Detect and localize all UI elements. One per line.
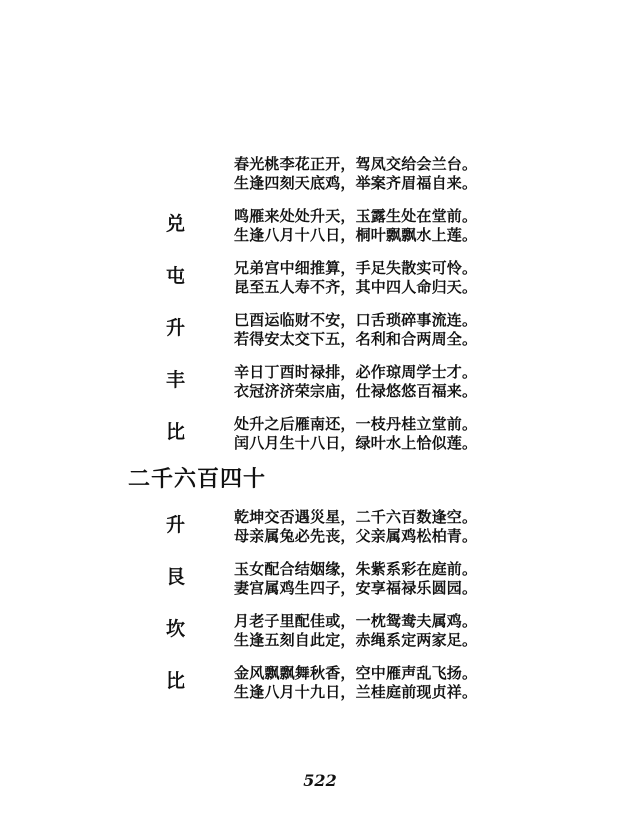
verse-line: 玉女配合结姻缘，朱紫系彩在庭前。 [234,560,478,578]
verse-line: 生逢八月十九日，兰桂庭前现贞祥。 [234,683,478,701]
verse-line: 辛日丁酉时禄排，必作琼周学士才。 [234,363,478,381]
verse-line: 昆至五人寿不齐，其中四人命归天。 [234,278,478,296]
verse-line: 处升之后雁南还，一枝丹桂立堂前。 [234,415,478,433]
verse-line: 妻宫属鸡生四子，安享福禄乐圆园。 [234,579,478,597]
hexagram-label: 升 [166,317,186,339]
verse-line: 生逢五刻自此定，赤绳系定两家足。 [234,631,478,649]
section-heading: 二千六百四十 [128,466,267,492]
verse-line: 母亲属兔必先丧，父亲属鸡松柏青。 [234,527,478,545]
verse-line: 闰八月生十八日，绿叶水上恰似莲。 [234,434,478,452]
hexagram-label: 屯 [166,265,186,287]
verse-line: 衣冠济济荣宗庙，仕禄悠悠百福来。 [234,382,478,400]
hexagram-label: 升 [166,514,186,536]
verse-line: 生逢四刻天底鸡，举案齐眉福自来。 [234,174,478,192]
verse-line: 金风飘飘舞秋香，空中雁声乱飞扬。 [234,664,478,682]
verse-line: 巳酉运临财不安，口舌琐碎事流连。 [234,311,478,329]
verse-line: 乾坤交否遇災星，二千六百数逢空。 [234,508,478,526]
hexagram-label: 丰 [166,369,186,391]
verse-line: 若得安太交下五，名利和合两周全。 [234,330,478,348]
hexagram-label: 坎 [166,618,186,640]
verse-line: 兄弟宫中细推算，手足失散实可怜。 [234,259,478,277]
verse-line: 月老子里配佳或，一枕鸳鸯夫属鸡。 [234,612,478,630]
verse-line: 生逢八月十八日，桐叶飘飘水上莲。 [234,226,478,244]
hexagram-label: 比 [166,670,186,692]
page-number: 522 [303,771,337,790]
hexagram-label: 兑 [166,213,186,235]
verse-line: 春光桃李花正开，驾凤交给会兰台。 [234,155,478,173]
hexagram-label: 艮 [166,566,186,588]
hexagram-label: 比 [166,421,186,443]
verse-line: 鸣雁来处处升天，玉露生处在堂前。 [234,207,478,225]
